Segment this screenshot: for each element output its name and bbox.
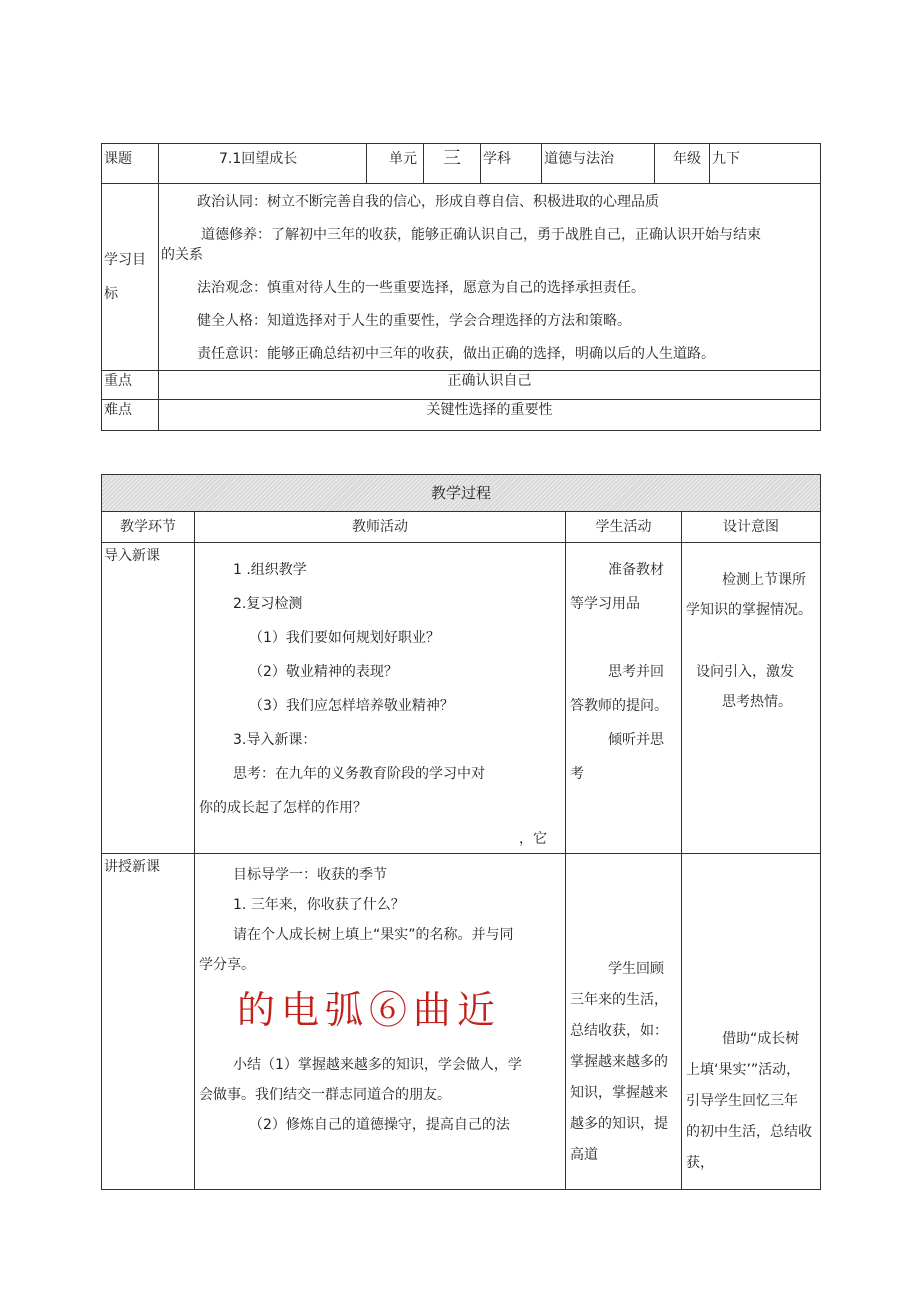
objective-political: 政治认同：树立不断完善自我的信心，形成自尊自信、积极进取的心理品质: [197, 194, 659, 210]
design-line: 借助“成长树: [722, 1031, 800, 1047]
teacher-line: 会做事。我们结交一群志同道合的朋友。: [199, 1087, 451, 1103]
topic-label: 课题: [102, 144, 159, 184]
student-line: 总结收获，如：: [570, 1023, 668, 1039]
design-line: 上填‘果实’”活动，: [686, 1062, 801, 1078]
design-line: 的初中生活，总结收: [686, 1124, 812, 1140]
student-activity-intro: [566, 543, 682, 854]
design-intent-intro: [682, 543, 821, 854]
teacher-line: 1 .组织教学: [233, 562, 307, 578]
grade-label: 年级: [655, 144, 710, 184]
design-line: 获，: [686, 1155, 714, 1171]
student-line: 思考并回: [608, 664, 664, 680]
objectives-cell: [159, 184, 821, 371]
objectives-label-line-2: 标: [104, 286, 118, 302]
teacher-line: 小结（1）掌握越来越多的知识，学会做人，学: [233, 1057, 522, 1073]
lesson-info-table: [101, 143, 821, 431]
teacher-activity-new: [195, 854, 566, 1190]
student-line: 倾听并思: [608, 732, 664, 748]
teacher-line: ，它: [519, 831, 547, 847]
student-line: 越多的知识，提: [570, 1116, 668, 1132]
teacher-line: （2）修炼自己的道德操守，提高自己的法: [249, 1117, 510, 1133]
teacher-line: 思考：在九年的义务教育阶段的学习中对: [233, 766, 485, 782]
teacher-line: 请在个人成长树上填上“果实”的名称。并与同: [233, 927, 514, 943]
design-line: 设问引入，激发: [696, 664, 794, 680]
objective-law: 法治观念：慎重对待人生的一些重要选择，愿意为自己的选择承担责任。: [197, 280, 645, 296]
header-teacher: 教师活动: [195, 512, 566, 543]
design-line: 检测上节课所: [722, 572, 806, 588]
header-design: 设计意图: [682, 512, 821, 543]
topic-value: 7.1回望成长: [159, 144, 367, 184]
design-line: 思考热情。: [722, 694, 792, 710]
objective-responsibility: 责任意识：能够正确总结初中三年的收获，做出正确的选择，明确以后的人生道路。: [197, 346, 715, 362]
key-label: 重点: [102, 371, 159, 400]
objective-personality: 健全人格：知道选择对于人生的重要性，学会合理选择的方法和策略。: [197, 313, 631, 329]
teacher-line: 目标导学一：收获的季节: [233, 867, 387, 883]
key-value: 正确认识自己: [159, 371, 821, 400]
grade-value: 九下: [710, 144, 821, 184]
objective-moral: 道德修养：了解初中三年的收获，能够正确认识自己，勇于战胜自己，正确认识开始与结束: [201, 227, 761, 243]
difficulty-label: 难点: [102, 400, 159, 431]
handwritten-note: 的电弧⑥曲近: [237, 988, 502, 1032]
teacher-line: 学分享。: [199, 957, 255, 973]
subject-value: 道德与法治: [542, 144, 655, 184]
header-student: 学生活动: [566, 512, 682, 543]
unit-label: 单元: [367, 144, 424, 184]
process-title: 教学过程: [102, 475, 821, 512]
teacher-activity-intro: [195, 543, 566, 854]
student-activity-new: [566, 854, 682, 1190]
section-label-new: 讲授新课: [102, 854, 195, 1190]
student-line: 高道: [570, 1147, 598, 1163]
design-line: 学知识的掌握情况。: [686, 602, 812, 618]
student-line: 答教师的提问。: [570, 698, 668, 714]
teacher-line: 2.复习检测: [233, 596, 303, 612]
student-line: 准备教材: [608, 562, 664, 578]
teacher-line: 你的成长起了怎样的作用？: [199, 800, 367, 816]
student-line: 三年来的生活，: [570, 992, 668, 1008]
student-line: 知识，掌握越来: [570, 1085, 668, 1101]
objectives-label-line-1: 学习目: [104, 252, 146, 268]
student-line: 考: [570, 766, 584, 782]
teacher-line: 1. 三年来，你收获了什么？: [233, 897, 405, 913]
teacher-line: 3.导入新课：: [233, 732, 317, 748]
subject-label: 学科: [481, 144, 542, 184]
student-line: 等学习用品: [570, 596, 640, 612]
design-line: 引导学生回忆三年: [686, 1093, 798, 1109]
teacher-line: （1）我们要如何规划好职业？: [249, 630, 440, 646]
objectives-label: [102, 184, 159, 371]
objective-moral-cont: 的关系: [161, 247, 203, 263]
design-intent-new: [682, 854, 821, 1190]
student-line: 学生回顾: [608, 961, 664, 977]
student-line: 掌握越来越多的: [570, 1054, 668, 1070]
header-stage: 教学环节: [102, 512, 195, 543]
teaching-process-table: [101, 474, 821, 1190]
difficulty-value: 关键性选择的重要性: [159, 400, 821, 431]
unit-value: 三: [424, 144, 481, 184]
teacher-line: （2）敬业精神的表现？: [249, 664, 398, 680]
teacher-line: （3）我们应怎样培养敬业精神？: [249, 698, 454, 714]
section-label-intro: 导入新课: [102, 543, 195, 854]
